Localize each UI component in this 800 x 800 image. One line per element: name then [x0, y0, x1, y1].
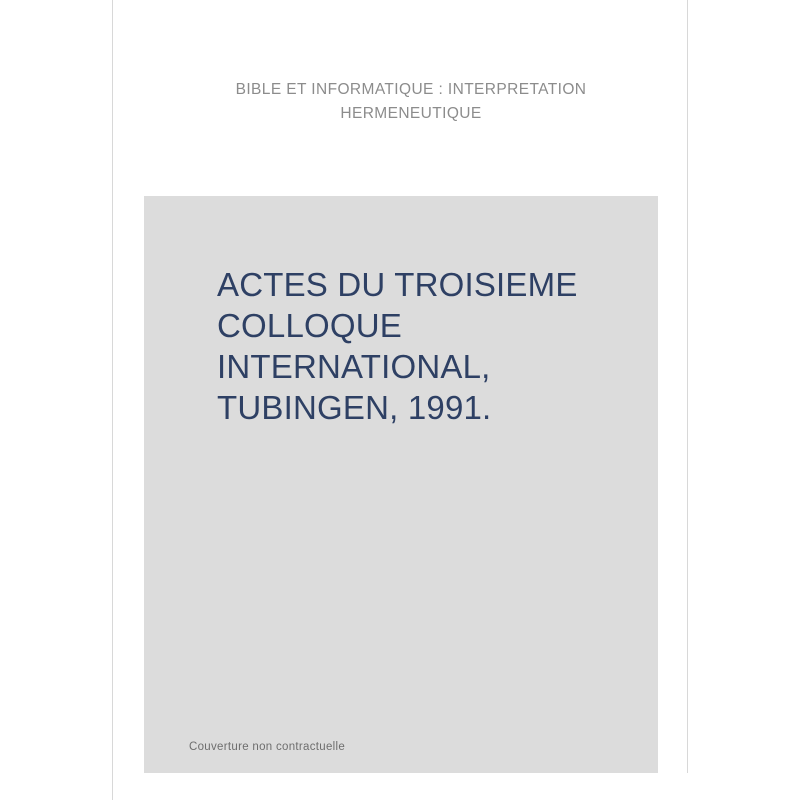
- cover-header-line-1: BIBLE ET INFORMATIQUE : INTERPRETATION: [235, 81, 587, 98]
- cover-sheet: [112, 0, 688, 800]
- title-panel: [144, 196, 658, 773]
- cover-bottom-gap: [225, 773, 800, 800]
- cover-header-line-2: HERMENEUTIQUE: [340, 105, 482, 122]
- cover-header: [201, 78, 621, 126]
- right-margin: [688, 0, 800, 800]
- left-margin: [0, 0, 112, 800]
- cover-disclaimer: Couverture non contractuelle: [189, 741, 346, 753]
- book-title: ACTES DU TROISIEME COLLOQUE INTERNATIONAL, TUBINGEN, 1991.: [217, 266, 578, 426]
